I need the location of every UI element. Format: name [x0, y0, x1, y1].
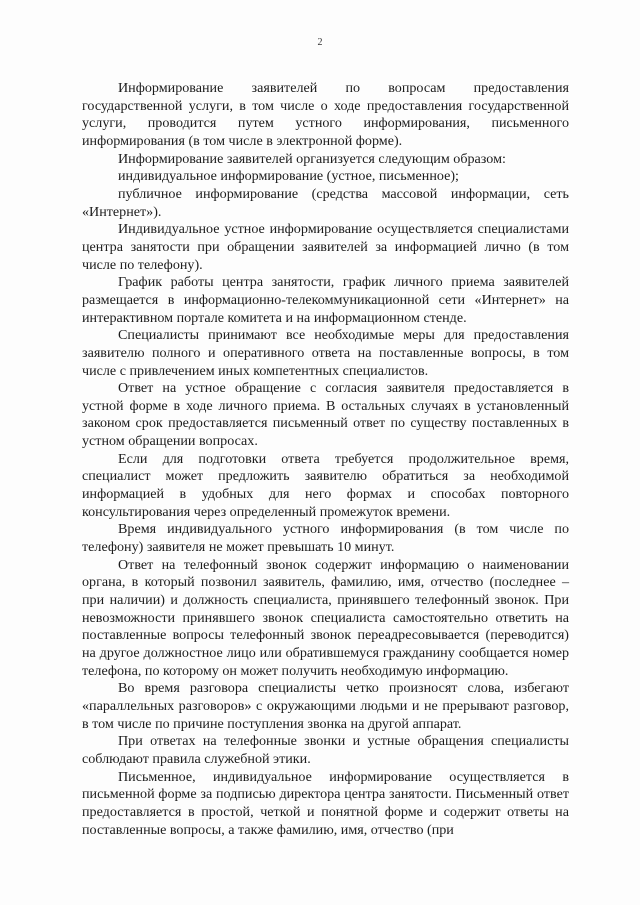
- paragraph: публичное информирование (средства массовой информации, сеть «Интернет»).: [82, 185, 569, 220]
- paragraph: Информирование заявителей по вопросам предоставления государственной услуги, в том числе о ходе предоставления государственной услуги, проводится путем устного информирования, письменного информирования (в том числе в электронной форме).: [82, 80, 569, 149]
- paragraph: Время индивидуального устного информирования (в том числе по телефону) заявителя не может превышать 10 минут.: [82, 521, 569, 556]
- document-body: [82, 80, 569, 839]
- paragraph: Информирование заявителей организуется следующим образом:: [118, 150, 506, 167]
- paragraph: При ответах на телефонные звонки и устные обращения специалисты соблюдают правила служебной этики.: [82, 733, 569, 767]
- paragraph: Ответ на устное обращение с согласия заявителя предоставляется в устной форме в ходе личного приема. В остальных случаях в установленный законом срок предоставляется письменный ответ по существу поставленных в устном обращении вопросах.: [82, 380, 569, 450]
- page-number: 2: [317, 37, 323, 48]
- paragraph: Если для подготовки ответа требуется продолжительное время, специалист может предложить заявителю обратиться за необходимой информацией в удобных для него формах и способах повторного консультирования через определенный промежуток времени.: [82, 450, 569, 520]
- paragraph: Специалисты принимают все необходимые меры для предоставления заявителю полного и оперативного ответа на поставленные вопросы, в том числе с привлечением иных компетентных специалистов.: [82, 327, 569, 379]
- paragraph: График работы центра занятости, график личного приема заявителей размещается в информационно-телекоммуникационной сети «Интернет» на интерактивном портале комитета и на информационном стенде.: [82, 274, 569, 326]
- paragraph: индивидуальное информирование (устное, письменное);: [118, 168, 459, 185]
- paragraph: Ответ на телефонный звонок содержит информацию о наименовании органа, в который позвонил заявитель, фамилию, имя, отчество (последнее – при наличии) и должность специалиста, принявшего телефонный звонок. При невозможности принявшего звонок специалиста самостоятельно ответить на поставленные вопросы телефонный звонок переадресовывается (переводится) на другое должностное лицо или обратившемуся гражданину сообщается номер телефона, по которому он может получить необходимую информацию.: [82, 556, 569, 679]
- paragraph: Индивидуальное устное информирование осуществляется специалистами центра занятости при обращении заявителей за информацией лично (в том числе по телефону).: [82, 221, 569, 273]
- paragraph: Во время разговора специалисты четко произносят слова, избегают «параллельных разговоров» с окружающими людьми и не прерывают разговор, в том числе по причине поступления звонка на другой аппарат.: [82, 680, 569, 732]
- paragraph: Письменное, индивидуальное информирование осуществляется в письменной форме за подписью директора центра занятости. Письменный ответ предоставляется в простой, четкой и понятной форме и содержит ответы на поставленные вопросы, а также фамилию, имя, отчество (при: [82, 768, 569, 838]
